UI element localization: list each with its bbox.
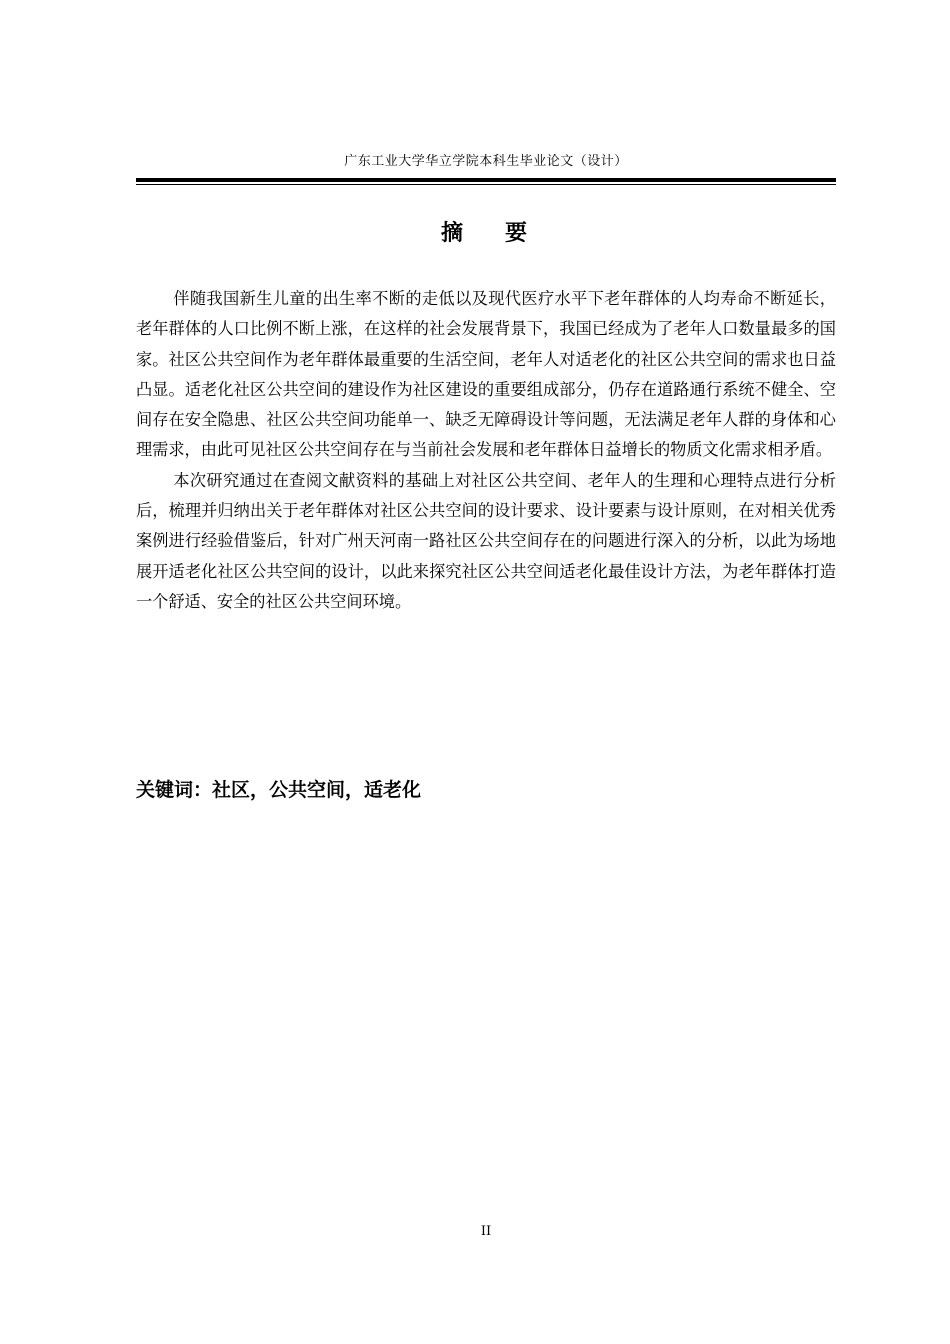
- abstract-title-char-2: 要: [505, 221, 532, 246]
- running-header: 广东工业大学华立学院本科生毕业论文（设计）: [344, 154, 628, 169]
- header-rule-thick: [136, 178, 836, 182]
- abstract-paragraph-1: 伴随我国新生儿童的出生率不断的走低以及现代医疗水平下老年群体的人均寿命不断延长，老年群体的人口比例不断上涨，在这样的社会发展背景下，我国已经成为了老年人口数量最多的国家。社区公共空间作为老年群体最重要的生活空间，老年人对适老化的社区公共空间的需求也日益凸显。适老化社区公共空间的建设作为社区建设的重要组成部分，仍存在道路通行系统不健全、空间存在安全隐患、社区公共空间功能单一、缺乏无障碍设计等问题，无法满足老年人群的身体和心理需求，由此可见社区公共空间存在与当前社会发展和老年群体日益增长的物质文化需求相矛盾。: [136, 289, 836, 460]
- abstract-title: [136, 216, 836, 252]
- abstract-body: [136, 284, 836, 617]
- keywords-line: 关键词：社区，公共空间，适老化: [136, 779, 422, 801]
- abstract-title-char-1: 摘: [440, 221, 467, 246]
- header-rule-thin: [136, 184, 836, 185]
- abstract-paragraph-2: 本次研究通过在查阅文献资料的基础上对社区公共空间、老年人的生理和心理特点进行分析后，梳理并归纳出关于老年群体对社区公共空间的设计要求、设计要素与设计原则，在对相关优秀案例进行经验借鉴后，针对广州天河南一路社区公共空间存在的问题进行深入的分析，以此为场地展开适老化社区公共空间的设计，以此来探究社区公共空间适老化最佳设计方法，为老年群体打造一个舒适、安全的社区公共空间环境。: [136, 470, 836, 611]
- page-number: II: [480, 1224, 492, 1239]
